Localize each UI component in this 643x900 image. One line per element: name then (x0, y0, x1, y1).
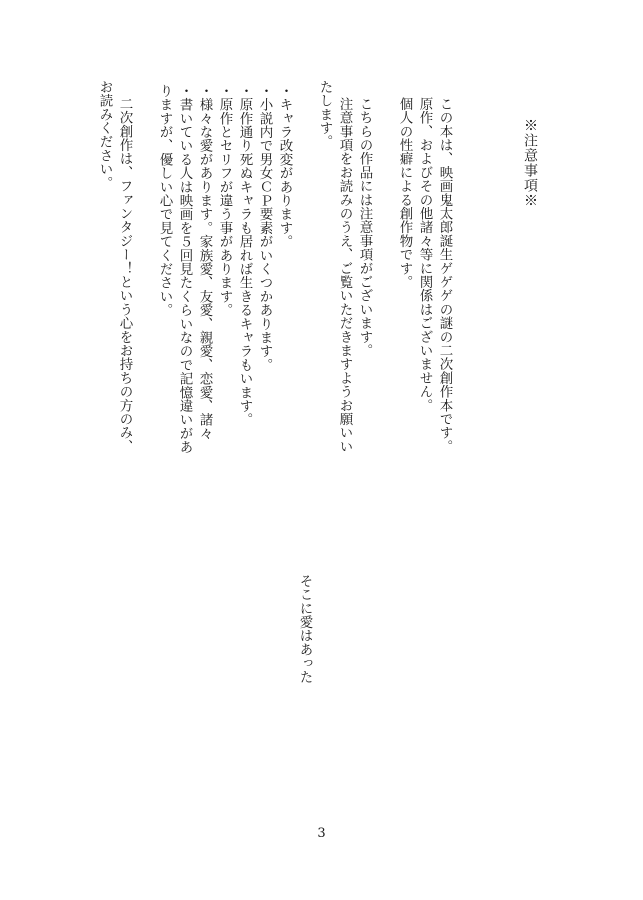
notice-line-3: たします。 (316, 80, 333, 149)
bullet-item: ・キャラ改変があります。 (276, 84, 293, 249)
intro-line-3: 個人の性癖による創作物です。 (396, 97, 413, 289)
page-number: 3 (317, 826, 326, 841)
bullet-item: ・書いている人は映画を５回見たくらいなので記憶違いがあ (176, 84, 193, 454)
bullet-item: ・様々な愛があります。家族愛、友愛、親愛、恋愛、諸々 (196, 84, 213, 441)
bullet-item: ・原作通り死ぬキャラも居れば生きるキャラもいます。 (236, 84, 253, 427)
story-subtitle: そこに愛はあった (296, 574, 313, 684)
notice-line-1: こちらの作品には注意事項がございます。 (356, 97, 373, 358)
notice-heading: ※注意事項※ (522, 118, 538, 208)
closing-line-2: お読みください。 (96, 80, 113, 190)
bullet-item-continued: りますが、優しい心で見てください。 (156, 84, 173, 317)
bullet-item: ・原作とセリフが違う事があります。 (216, 84, 233, 317)
notice-line-2: 注意事項をお読みのうえ、ご覧いただきますようお願いい (336, 97, 353, 454)
intro-line-1: この本は、映画鬼太郎誕生ゲゲゲの謎の二次創作本です。 (436, 97, 453, 454)
intro-line-2: 原作、およびその他諸々等に関係はございません。 (416, 97, 433, 413)
closing-line-1: 二次創作は、ファンタジー！という心をお持ちの方のみ、 (116, 97, 133, 454)
bullet-item: ・小説内で男女ＣＰ要素がいくつかあります。 (256, 84, 273, 372)
